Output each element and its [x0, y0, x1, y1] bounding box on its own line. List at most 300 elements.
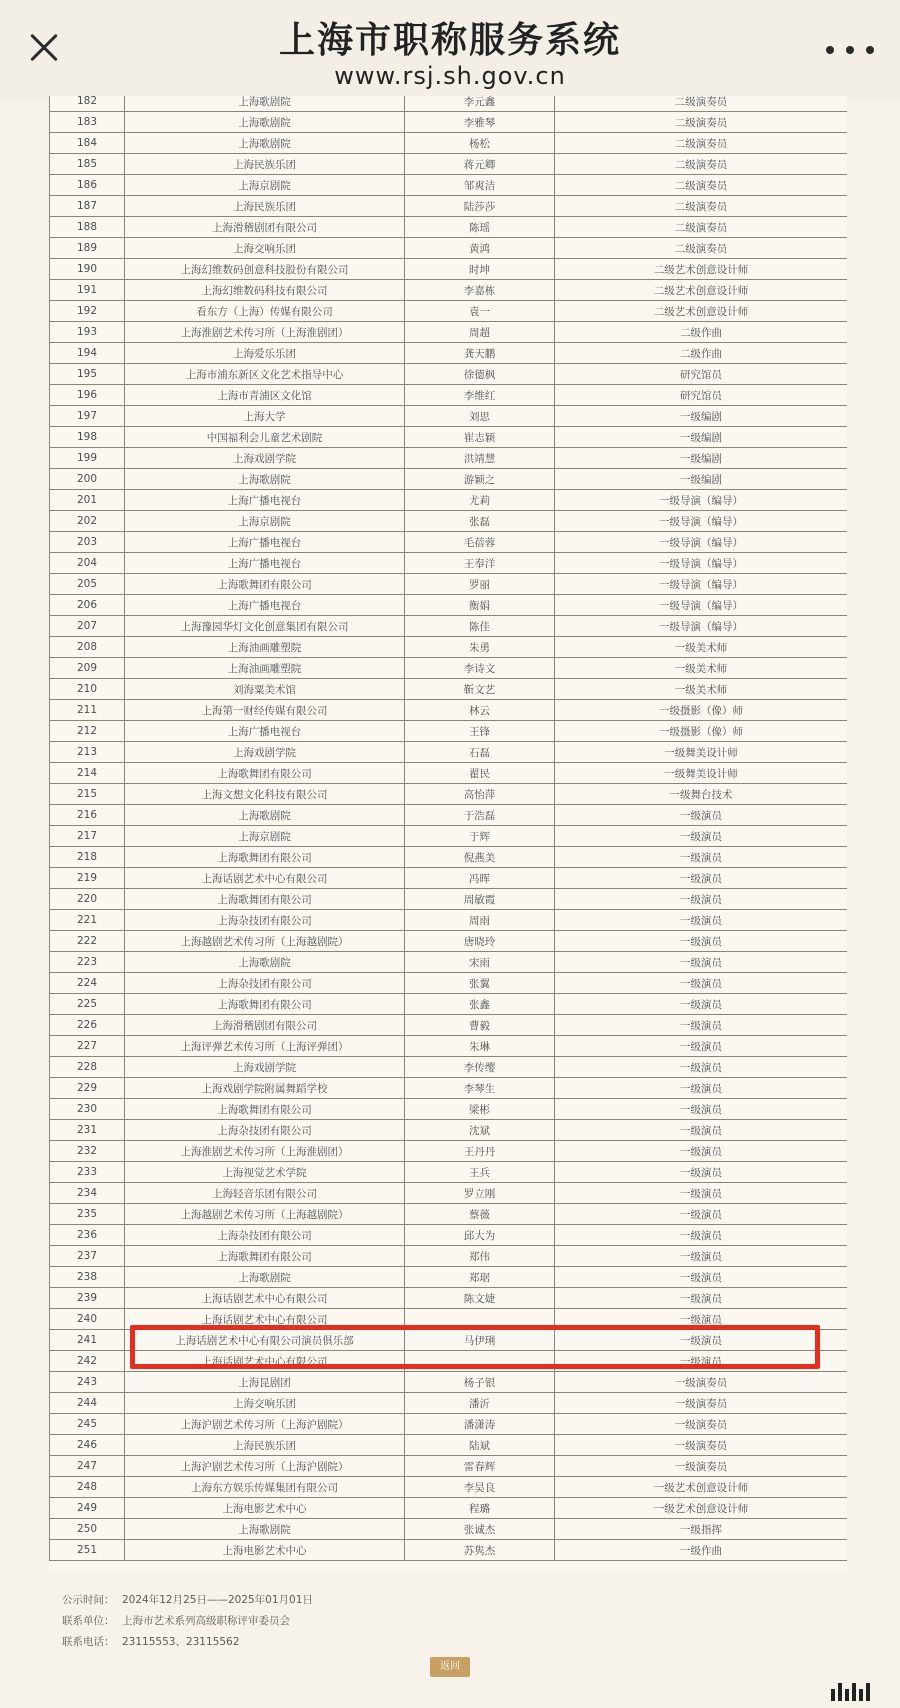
row-name: 李诗文 — [405, 658, 555, 679]
row-number: 199 — [50, 448, 125, 469]
row-unit: 上海歌舞团有限公司 — [125, 574, 405, 595]
row-name: 张磊 — [405, 511, 555, 532]
table-row — [50, 427, 848, 448]
row-title: 研究馆员 — [555, 364, 848, 385]
table-row — [50, 574, 848, 595]
row-name: 翟民 — [405, 763, 555, 784]
row-unit: 上海豫园华灯文化创意集团有限公司 — [125, 616, 405, 637]
table-row — [50, 994, 848, 1015]
row-title: 二级艺术创意设计师 — [555, 301, 848, 322]
row-number: 212 — [50, 721, 125, 742]
phone-label: 联系电话： — [62, 1636, 115, 1648]
row-number: 217 — [50, 826, 125, 847]
row-unit: 上海歌剧院 — [125, 469, 405, 490]
row-number: 187 — [50, 196, 125, 217]
table-row — [50, 490, 848, 511]
row-number: 192 — [50, 301, 125, 322]
row-number: 240 — [50, 1309, 125, 1330]
row-title: 一级美术师 — [555, 679, 848, 700]
table-row — [50, 1099, 848, 1120]
row-name: 雷春辉 — [405, 1456, 555, 1477]
row-number: 211 — [50, 700, 125, 721]
row-unit: 上海市浦东新区文化艺术指导中心 — [125, 364, 405, 385]
row-unit: 上海歌舞团有限公司 — [125, 994, 405, 1015]
row-title: 二级演奏员 — [555, 112, 848, 133]
row-name — [405, 1351, 555, 1372]
row-name: 沈斌 — [405, 1120, 555, 1141]
row-number: 214 — [50, 763, 125, 784]
table-row — [50, 196, 848, 217]
table-row — [50, 532, 848, 553]
row-number: 222 — [50, 931, 125, 952]
row-number: 239 — [50, 1288, 125, 1309]
row-title: 一级演员 — [555, 994, 848, 1015]
row-unit: 上海市青浦区文化馆 — [125, 385, 405, 406]
row-number: 208 — [50, 637, 125, 658]
row-unit: 上海杂技团有限公司 — [125, 973, 405, 994]
more-dot — [846, 46, 854, 54]
row-title: 一级演员 — [555, 931, 848, 952]
row-name: 黄鸿 — [405, 238, 555, 259]
row-title: 一级艺术创意设计师 — [555, 1498, 848, 1519]
page-title: 上海市职称服务系统 — [278, 20, 621, 61]
table-row — [50, 469, 848, 490]
row-unit: 刘海粟美术馆 — [125, 679, 405, 700]
row-title: 一级美术师 — [555, 658, 848, 679]
row-name: 徐德枫 — [405, 364, 555, 385]
row-name: 周敏霞 — [405, 889, 555, 910]
table-row — [50, 973, 848, 994]
row-number: 225 — [50, 994, 125, 1015]
row-number: 190 — [50, 259, 125, 280]
row-title: 一级导演（编导） — [555, 574, 848, 595]
row-number: 182 — [50, 96, 125, 112]
row-unit: 上海大学 — [125, 406, 405, 427]
row-title: 一级演员 — [555, 973, 848, 994]
row-name: 龚天鹏 — [405, 343, 555, 364]
row-unit: 上海话剧艺术中心有限公司 — [125, 868, 405, 889]
row-title: 一级演员 — [555, 910, 848, 931]
row-unit: 上海电影艺术中心 — [125, 1540, 405, 1561]
row-unit: 上海越剧艺术传习所（上海越剧院） — [125, 1204, 405, 1225]
row-unit: 上海歌舞团有限公司 — [125, 889, 405, 910]
row-title: 二级演奏员 — [555, 175, 848, 196]
row-unit: 上海昆剧团 — [125, 1372, 405, 1393]
row-unit: 上海歌舞团有限公司 — [125, 1099, 405, 1120]
row-title: 一级演员 — [555, 847, 848, 868]
row-number: 245 — [50, 1414, 125, 1435]
row-title: 一级导演（编导） — [555, 616, 848, 637]
row-name: 洪靖慧 — [405, 448, 555, 469]
row-unit: 上海交响乐团 — [125, 1393, 405, 1414]
table-row — [50, 1372, 848, 1393]
row-title: 一级指挥 — [555, 1519, 848, 1540]
row-number: 196 — [50, 385, 125, 406]
table-row — [50, 154, 848, 175]
page-url: www.rsj.sh.gov.cn — [334, 62, 566, 90]
row-name: 刘思 — [405, 406, 555, 427]
row-name: 曹毅 — [405, 1015, 555, 1036]
row-title: 一级演员 — [555, 1036, 848, 1057]
row-title: 一级演员 — [555, 1288, 848, 1309]
row-name: 张诚杰 — [405, 1519, 555, 1540]
row-unit: 上海话剧艺术中心有限公司 — [125, 1351, 405, 1372]
row-unit: 上海滑稽剧团有限公司 — [125, 1015, 405, 1036]
row-number: 206 — [50, 595, 125, 616]
table-row — [50, 1225, 848, 1246]
table-row — [50, 406, 848, 427]
time-label: 公示时间： — [62, 1594, 115, 1606]
row-name: 潘潇涛 — [405, 1414, 555, 1435]
row-unit: 上海歌舞团有限公司 — [125, 763, 405, 784]
table-row — [50, 889, 848, 910]
table-row — [50, 175, 848, 196]
row-unit: 上海广播电视台 — [125, 490, 405, 511]
table-row — [50, 1267, 848, 1288]
row-name: 毛蓓蓉 — [405, 532, 555, 553]
row-unit: 上海第一财经传媒有限公司 — [125, 700, 405, 721]
row-name: 袁一 — [405, 301, 555, 322]
row-unit: 上海杂技团有限公司 — [125, 1225, 405, 1246]
row-unit: 上海话剧艺术中心有限公司 — [125, 1309, 405, 1330]
row-number: 228 — [50, 1057, 125, 1078]
row-unit: 上海话剧艺术中心有限公司 — [125, 1288, 405, 1309]
row-title: 二级作曲 — [555, 322, 848, 343]
table-row — [50, 910, 848, 931]
row-number: 224 — [50, 973, 125, 994]
row-title: 一级美术师 — [555, 637, 848, 658]
row-number: 200 — [50, 469, 125, 490]
row-number: 231 — [50, 1120, 125, 1141]
row-name: 高怡萍 — [405, 784, 555, 805]
table-row — [50, 1519, 848, 1540]
row-number: 227 — [50, 1036, 125, 1057]
row-unit: 上海油画雕塑院 — [125, 658, 405, 679]
row-unit: 上海歌剧院 — [125, 96, 405, 112]
row-name: 王锋 — [405, 721, 555, 742]
row-title: 一级编剧 — [555, 406, 848, 427]
row-name: 于辉 — [405, 826, 555, 847]
row-unit: 上海爱乐乐团 — [125, 343, 405, 364]
row-name: 杨松 — [405, 133, 555, 154]
table-row — [50, 1288, 848, 1309]
table-row — [50, 1162, 848, 1183]
table-row — [50, 217, 848, 238]
row-unit: 看东方（上海）传媒有限公司 — [125, 301, 405, 322]
row-title: 一级演员 — [555, 1351, 848, 1372]
table-row — [50, 826, 848, 847]
row-name: 杨子银 — [405, 1372, 555, 1393]
row-name: 郑伟 — [405, 1246, 555, 1267]
row-name: 于浩磊 — [405, 805, 555, 826]
row-name: 李昊良 — [405, 1477, 555, 1498]
row-number: 209 — [50, 658, 125, 679]
table-row — [50, 1456, 848, 1477]
row-unit: 上海幻维数码科技有限公司 — [125, 280, 405, 301]
back-button[interactable]: 返回 — [430, 1657, 470, 1677]
phone-value: 23115553、23115562 — [122, 1636, 240, 1648]
table-row — [50, 1477, 848, 1498]
table-row — [50, 1141, 848, 1162]
row-name: 王奉洋 — [405, 553, 555, 574]
row-title: 一级摄影（像）师 — [555, 700, 848, 721]
row-number: 220 — [50, 889, 125, 910]
row-title: 一级演员 — [555, 1309, 848, 1330]
row-title: 二级演奏员 — [555, 217, 848, 238]
row-name: 游颖之 — [405, 469, 555, 490]
row-name: 周雨 — [405, 910, 555, 931]
table-row — [50, 112, 848, 133]
row-unit: 上海轻音乐团有限公司 — [125, 1183, 405, 1204]
row-unit: 上海视觉艺术学院 — [125, 1162, 405, 1183]
row-title: 二级演奏员 — [555, 96, 848, 112]
table-row — [50, 133, 848, 154]
row-number: 185 — [50, 154, 125, 175]
row-unit: 上海京剧院 — [125, 511, 405, 532]
row-name: 陈佳 — [405, 616, 555, 637]
row-title: 一级演奏员 — [555, 1372, 848, 1393]
row-unit: 上海歌舞团有限公司 — [125, 847, 405, 868]
row-title: 一级演奏员 — [555, 1414, 848, 1435]
row-title: 二级艺术创意设计师 — [555, 259, 848, 280]
row-title: 一级演员 — [555, 1141, 848, 1162]
row-number: 233 — [50, 1162, 125, 1183]
signal-icon — [828, 1682, 870, 1701]
more-options-icon[interactable] — [820, 38, 880, 62]
table-row — [50, 1414, 848, 1435]
row-name: 马伊琍 — [405, 1330, 555, 1351]
row-name: 唐晓玲 — [405, 931, 555, 952]
row-unit: 上海广播电视台 — [125, 595, 405, 616]
table-row — [50, 1057, 848, 1078]
row-number: 195 — [50, 364, 125, 385]
row-name: 罗丽 — [405, 574, 555, 595]
row-number: 210 — [50, 679, 125, 700]
row-unit: 上海戏剧学院 — [125, 448, 405, 469]
unit-label: 联系单位： — [62, 1615, 115, 1627]
row-title: 一级演员 — [555, 1078, 848, 1099]
row-name: 李传缨 — [405, 1057, 555, 1078]
row-title: 一级演奏员 — [555, 1393, 848, 1414]
row-number: 232 — [50, 1141, 125, 1162]
row-number: 236 — [50, 1225, 125, 1246]
table-row — [50, 1204, 848, 1225]
row-number: 234 — [50, 1183, 125, 1204]
table-row — [50, 511, 848, 532]
row-title: 一级导演（编导） — [555, 490, 848, 511]
row-title: 一级导演（编导） — [555, 532, 848, 553]
row-name: 梁彬 — [405, 1099, 555, 1120]
row-name: 程璐 — [405, 1498, 555, 1519]
row-name: 林云 — [405, 700, 555, 721]
row-unit: 上海歌剧院 — [125, 952, 405, 973]
row-name: 陈文婕 — [405, 1288, 555, 1309]
table-row — [50, 322, 848, 343]
row-number: 183 — [50, 112, 125, 133]
row-unit: 上海沪剧艺术传习所（上海沪剧院） — [125, 1456, 405, 1477]
table-row — [50, 553, 848, 574]
row-unit: 上海戏剧学院 — [125, 742, 405, 763]
row-unit: 上海淮剧艺术传习所（上海淮剧团） — [125, 322, 405, 343]
row-number: 247 — [50, 1456, 125, 1477]
row-name: 王丹丹 — [405, 1141, 555, 1162]
row-number: 202 — [50, 511, 125, 532]
row-title: 一级演员 — [555, 1246, 848, 1267]
row-name: 衡娟 — [405, 595, 555, 616]
row-title: 一级演员 — [555, 1162, 848, 1183]
row-name: 张翼 — [405, 973, 555, 994]
table-row — [50, 1435, 848, 1456]
row-number: 243 — [50, 1372, 125, 1393]
row-number: 186 — [50, 175, 125, 196]
table-row — [50, 595, 848, 616]
row-title: 一级艺术创意设计师 — [555, 1477, 848, 1498]
row-name: 罗立刚 — [405, 1183, 555, 1204]
row-title: 一级编剧 — [555, 427, 848, 448]
row-name: 朱勇 — [405, 637, 555, 658]
row-name: 周超 — [405, 322, 555, 343]
table-row — [50, 343, 848, 364]
table-row — [50, 931, 848, 952]
row-number: 216 — [50, 805, 125, 826]
table-row — [50, 805, 848, 826]
row-unit: 上海戏剧学院 — [125, 1057, 405, 1078]
table-row — [50, 700, 848, 721]
table-row — [50, 259, 848, 280]
row-unit: 上海歌剧院 — [125, 112, 405, 133]
row-number: 241 — [50, 1330, 125, 1351]
row-title: 一级演员 — [555, 1267, 848, 1288]
row-name: 李雅琴 — [405, 112, 555, 133]
row-title: 一级演奏员 — [555, 1456, 848, 1477]
row-title: 一级演员 — [555, 952, 848, 973]
row-number: 213 — [50, 742, 125, 763]
table-row — [50, 658, 848, 679]
table-row — [50, 1309, 848, 1330]
row-title: 一级导演（编导） — [555, 511, 848, 532]
row-number: 188 — [50, 217, 125, 238]
row-title: 一级演员 — [555, 1225, 848, 1246]
row-unit: 中国福利会儿童艺术剧院 — [125, 427, 405, 448]
row-title: 二级演奏员 — [555, 196, 848, 217]
row-number: 237 — [50, 1246, 125, 1267]
row-unit: 上海歌舞团有限公司 — [125, 1246, 405, 1267]
table-row — [50, 1393, 848, 1414]
row-title: 二级演奏员 — [555, 154, 848, 175]
row-unit: 上海评弹艺术传习所（上海评弹团） — [125, 1036, 405, 1057]
table-row — [50, 784, 848, 805]
row-name: 陈瑶 — [405, 217, 555, 238]
table-row — [50, 637, 848, 658]
row-title: 一级摄影（像）师 — [555, 721, 848, 742]
row-number: 235 — [50, 1204, 125, 1225]
row-number: 184 — [50, 133, 125, 154]
time-value: 2024年12月25日——2025年01月01日 — [122, 1594, 313, 1606]
table-row — [50, 1330, 848, 1351]
row-number: 207 — [50, 616, 125, 637]
table-row — [50, 616, 848, 637]
row-number: 215 — [50, 784, 125, 805]
row-unit: 上海歌剧院 — [125, 133, 405, 154]
table-row — [50, 679, 848, 700]
row-name: 李维红 — [405, 385, 555, 406]
row-title: 一级演员 — [555, 826, 848, 847]
row-name: 潘沂 — [405, 1393, 555, 1414]
row-title: 一级演员 — [555, 1015, 848, 1036]
table-row — [50, 1498, 848, 1519]
row-name: 宋雨 — [405, 952, 555, 973]
row-title: 一级导演（编导） — [555, 553, 848, 574]
row-name: 朱琳 — [405, 1036, 555, 1057]
row-unit: 上海京剧院 — [125, 175, 405, 196]
table-row — [50, 1015, 848, 1036]
row-unit: 上海交响乐团 — [125, 238, 405, 259]
row-title: 二级演奏员 — [555, 133, 848, 154]
table-row — [50, 1078, 848, 1099]
row-name — [405, 1309, 555, 1330]
row-name: 石磊 — [405, 742, 555, 763]
row-number: 223 — [50, 952, 125, 973]
row-unit: 上海滑稽剧团有限公司 — [125, 217, 405, 238]
table-row — [50, 1351, 848, 1372]
table-row — [50, 238, 848, 259]
row-title: 一级舞美设计师 — [555, 742, 848, 763]
footer-info — [62, 1590, 313, 1653]
row-title: 一级编剧 — [555, 469, 848, 490]
row-title: 一级舞台技术 — [555, 784, 848, 805]
row-number: 248 — [50, 1477, 125, 1498]
row-title: 一级演员 — [555, 1099, 848, 1120]
row-title: 一级演员 — [555, 1183, 848, 1204]
table-row — [50, 721, 848, 742]
row-title: 研究馆员 — [555, 385, 848, 406]
row-number: 251 — [50, 1540, 125, 1561]
table-row — [50, 1540, 848, 1561]
row-number: 198 — [50, 427, 125, 448]
row-unit: 上海文想文化科技有限公司 — [125, 784, 405, 805]
row-number: 191 — [50, 280, 125, 301]
row-number: 238 — [50, 1267, 125, 1288]
row-unit: 上海杂技团有限公司 — [125, 1120, 405, 1141]
row-name: 张鑫 — [405, 994, 555, 1015]
row-unit: 上海幻维数码创意科技股份有限公司 — [125, 259, 405, 280]
row-title: 一级作曲 — [555, 1540, 848, 1561]
row-name: 李琴生 — [405, 1078, 555, 1099]
row-unit: 上海淮剧艺术传习所（上海淮剧团） — [125, 1141, 405, 1162]
row-name: 时坤 — [405, 259, 555, 280]
table-row — [50, 1246, 848, 1267]
row-unit: 上海东方娱乐传媒集团有限公司 — [125, 1477, 405, 1498]
row-unit: 上海歌剧院 — [125, 1267, 405, 1288]
table-row — [50, 301, 848, 322]
row-number: 244 — [50, 1393, 125, 1414]
row-name: 苏隽杰 — [405, 1540, 555, 1561]
row-unit: 上海杂技团有限公司 — [125, 910, 405, 931]
table-row — [50, 96, 848, 112]
row-number: 201 — [50, 490, 125, 511]
top-bar — [0, 0, 900, 100]
row-name: 郑琚 — [405, 1267, 555, 1288]
table-row — [50, 364, 848, 385]
row-number: 194 — [50, 343, 125, 364]
row-number: 197 — [50, 406, 125, 427]
table-row — [50, 742, 848, 763]
table-row — [50, 448, 848, 469]
row-unit: 上海民族乐团 — [125, 154, 405, 175]
row-name: 邹爽洁 — [405, 175, 555, 196]
row-name: 蒋元卿 — [405, 154, 555, 175]
row-number: 242 — [50, 1351, 125, 1372]
